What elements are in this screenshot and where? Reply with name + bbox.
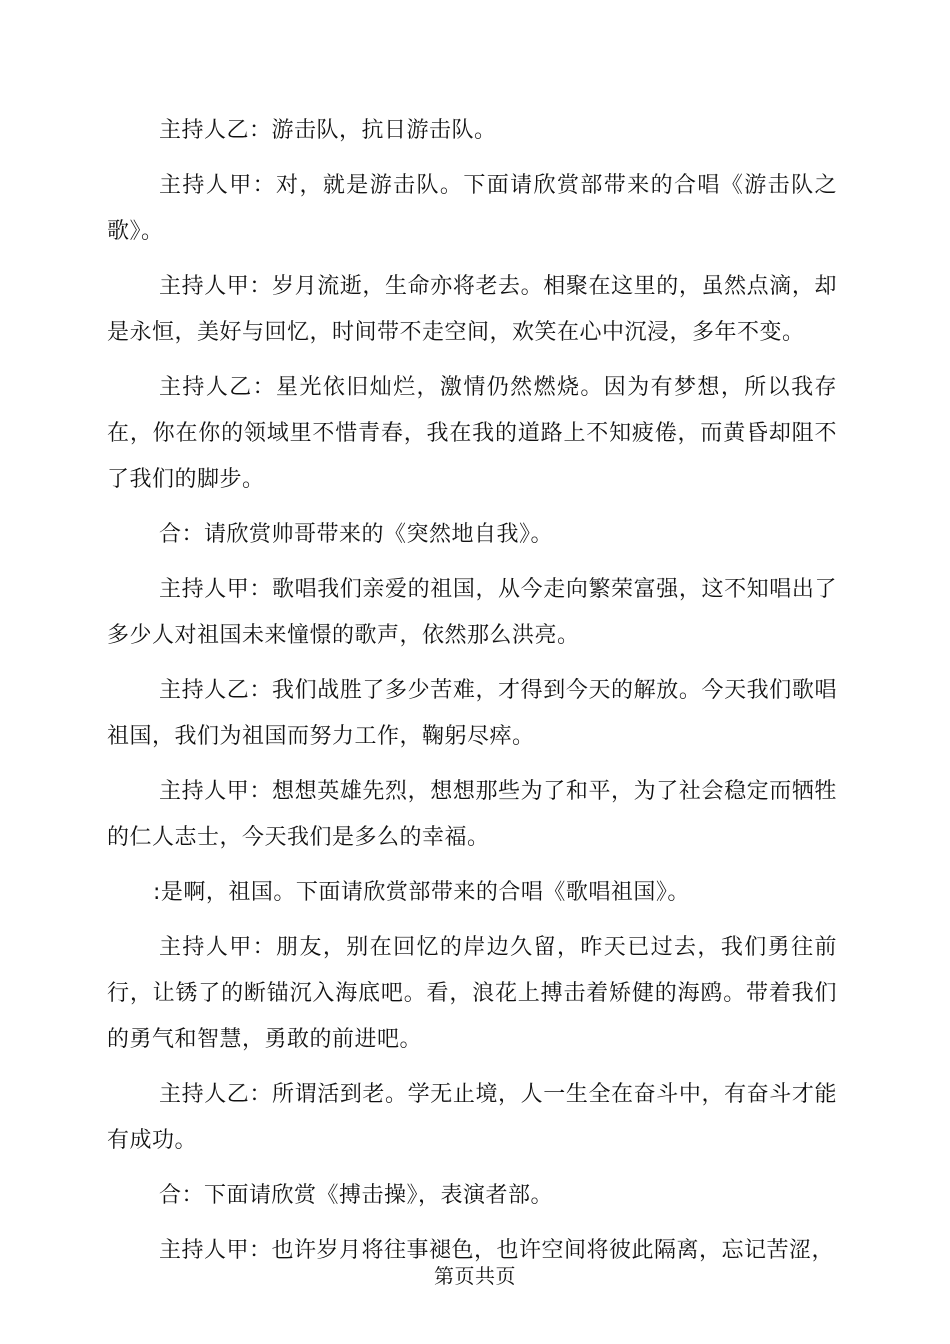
paragraph-2: 主持人甲：对，就是游击队。下面请欣赏部带来的合唱《游击队之歌》。 — [107, 173, 837, 244]
paragraph-6: 主持人甲：歌唱我们亲爱的祖国，从今走向繁荣富强，这不知唱出了多少人对祖国未来憧憬的歌声，依然那么洪亮。 — [107, 577, 837, 648]
paragraph-11: 主持人乙：所谓活到老。学无止境，人一生全在奋斗中，有奋斗才能有成功。 — [107, 1082, 837, 1153]
paragraph-3: 主持人甲：岁月流逝，生命亦将老去。相聚在这里的，虽然点滴，却是永恒，美好与回忆，时间带不走空间，欢笑在心中沉浸，多年不变。 — [107, 274, 837, 345]
paragraph-9: :是啊，祖国。下面请欣赏部带来的合唱《歌唱祖国》。 — [153, 880, 690, 905]
paragraph-7: 主持人乙：我们战胜了多少苦难，才得到今天的解放。今天我们歌唱祖国，我们为祖国而努力工作，鞠躬尽瘁。 — [107, 678, 837, 749]
paragraph-1: 主持人乙：游击队，抗日游击队。 — [159, 118, 497, 143]
page-footer: 第页共页 — [434, 1264, 516, 1288]
paragraph-5: 合：请欣赏帅哥带来的《突然地自我》。 — [159, 522, 554, 547]
paragraph-4: 主持人乙：星光依旧灿烂，激情仍然燃烧。因为有梦想，所以我存在，你在你的领域里不惜青春，我在我的道路上不知疲倦，而黄昏却阻不了我们的脚步。 — [107, 375, 837, 492]
document-body — [107, 108, 837, 1283]
paragraph-13: 主持人甲：也许岁月将往事褪色，也许空间将彼此隔离，忘记苦涩， — [159, 1238, 835, 1263]
paragraph-12: 合：下面请欣赏《搏击操》，表演者部。 — [159, 1183, 554, 1208]
paragraph-8: 主持人甲：想想英雄先烈，想想那些为了和平，为了社会稳定而牺牲的仁人志士，今天我们是多么的幸福。 — [107, 779, 837, 850]
paragraph-10: 主持人甲：朋友，别在回忆的岸边久留，昨天已过去，我们勇往前行，让锈了的断锚沉入海底吧。看，浪花上搏击着矫健的海鸥。带着我们的勇气和智慧，勇敢的前进吧。 — [107, 935, 837, 1052]
